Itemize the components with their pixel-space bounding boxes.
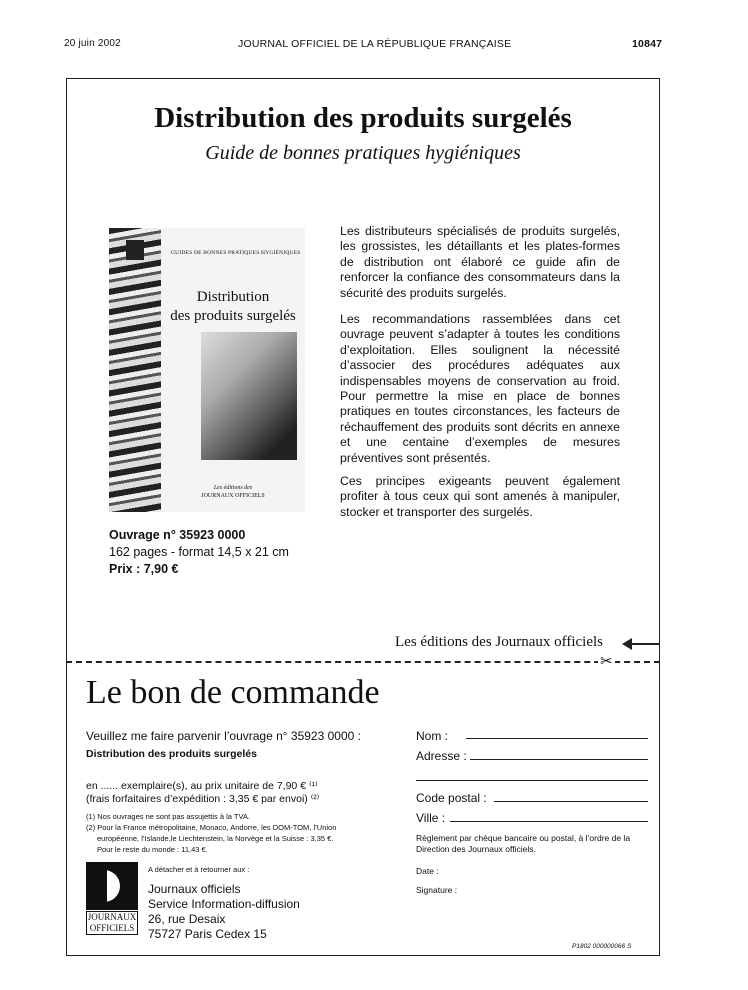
address-line: Journaux officiels bbox=[148, 882, 241, 896]
signature-label[interactable]: Signature : bbox=[416, 885, 458, 895]
footnote-2-world: Pour le reste du monde : 11,43 €. bbox=[97, 845, 208, 854]
ouvrage-number: Ouvrage n° 35923 0000 bbox=[109, 528, 246, 542]
editions-label: Les éditions des Journaux officiels bbox=[395, 634, 604, 650]
description-paragraph: Ces principes exigeants peuvent également profiter à tous ceux qui sont amenés à manipuler, stocker et transporter des surgelés. bbox=[340, 474, 620, 519]
book-cover bbox=[109, 228, 305, 512]
journal-title: JOURNAL OFFICIEL DE LA RÉPUBLIQUE FRANÇAISE bbox=[238, 38, 512, 50]
adresse-field-2[interactable] bbox=[416, 780, 648, 781]
cover-photo bbox=[201, 332, 297, 460]
arrow-left-icon bbox=[624, 643, 660, 645]
payment-instructions: Règlement par chèque bancaire ou postal, à l’ordre de la Direction des Journaux officiels. bbox=[416, 833, 631, 854]
cut-line bbox=[66, 661, 660, 663]
jo-logo-icon bbox=[86, 862, 138, 910]
cover-publisher bbox=[161, 484, 305, 500]
adresse-label: Adresse : bbox=[416, 749, 467, 763]
cover-title-line: Distribution bbox=[196, 289, 270, 305]
scissors-icon: ✂ bbox=[600, 653, 613, 670]
cover-series: GUIDES DE BONNES PRATIQUES HYGIÉNIQUES bbox=[171, 250, 301, 256]
ad-subtitle: Guide de bonnes pratiques hygiéniques bbox=[205, 142, 521, 164]
journaux-officiels-logo bbox=[86, 862, 138, 934]
detach-instruction: A détacher et à retourner aux : bbox=[148, 865, 250, 874]
order-form-title: Le bon de commande bbox=[86, 674, 380, 711]
book-format: 162 pages - format 14,5 x 21 cm bbox=[109, 545, 289, 559]
shipping-line: (frais forfaitaires d’expédition : 3,35 € par envoi) ⁽²⁾ bbox=[86, 793, 320, 805]
jo-logo-line: OFFICIELS bbox=[89, 923, 135, 933]
adresse-field[interactable] bbox=[470, 759, 648, 760]
order-book-title: Distribution des produits surgelés bbox=[86, 748, 257, 760]
jo-logo-text bbox=[86, 911, 138, 935]
book-price: Prix : 7,90 € bbox=[109, 562, 179, 576]
quantity-line[interactable]: en ...... exemplaire(s), au prix unitaire de 7,90 € ⁽¹⁾ bbox=[86, 780, 318, 792]
cover-publisher-line: JOURNAUX OFFICIELS bbox=[201, 493, 265, 499]
order-request: Veuillez me faire parvenir l’ouvrage n° 35923 0000 : bbox=[86, 729, 361, 743]
address-line: 75727 Paris Cedex 15 bbox=[148, 927, 267, 941]
footnote-2: (2) Pour la France métropolitaine, Monaco, Andorre, les DOM-TOM, l’Union bbox=[86, 823, 337, 832]
book-reference bbox=[109, 527, 289, 578]
nom-field[interactable] bbox=[466, 738, 648, 739]
date-label[interactable]: Date : bbox=[416, 866, 439, 876]
return-address bbox=[148, 882, 300, 942]
cover-stripes bbox=[109, 228, 161, 512]
ad-title: Distribution des produits surgelés bbox=[154, 102, 572, 134]
description-paragraph: Les distributeurs spécialisés de produits surgelés, les grossistes, les détaillants et les plates-formes de distribution ont élaboré ce guide afin de renforcer la confiance des consommateurs dans la sécurité des produits surgelés. bbox=[340, 224, 620, 300]
ville-label: Ville : bbox=[416, 811, 446, 825]
code-postal-field[interactable] bbox=[494, 801, 648, 802]
nom-label: Nom : bbox=[416, 729, 449, 743]
description-paragraph: Les recommandations rassemblées dans cet ouvrage peuvent s’adapter à toutes les conditions d’exploitation. Elles soulignent la nécessité d’associer des procédures adéquates aux indispensables moyens de conservation au froid. Pour permettre la mise en place de bonnes pratiques en toutes circonstances, les facteurs de réchauffement des produits sont décrits en annexe et une centaine d’exemples de mesures préventives sont présentés. bbox=[340, 312, 620, 465]
cover-title bbox=[161, 288, 305, 326]
page-number: 10847 bbox=[632, 38, 663, 50]
address-line: 26, rue Desaix bbox=[148, 912, 226, 926]
cover-publisher-line: Les éditions des bbox=[213, 485, 253, 491]
issue-date: 20 juin 2002 bbox=[64, 38, 121, 49]
footnote-2-cont: européenne, l’Islande,le Liechtenstein, la Norvège et la Suisse : 3,35 €. bbox=[97, 834, 334, 843]
form-reference: P1802 000000066 S bbox=[572, 943, 632, 950]
cover-logo-icon bbox=[126, 240, 144, 260]
ville-field[interactable] bbox=[450, 821, 648, 822]
footnote-1: (1) Nos ouvrages ne sont pas assujettis à la TVA. bbox=[86, 812, 250, 821]
cover-title-line: des produits surgelés bbox=[170, 308, 296, 324]
jo-logo-line: JOURNAUX bbox=[87, 912, 137, 922]
code-postal-label: Code postal : bbox=[416, 791, 487, 805]
address-line: Service Information-diffusion bbox=[148, 897, 300, 911]
